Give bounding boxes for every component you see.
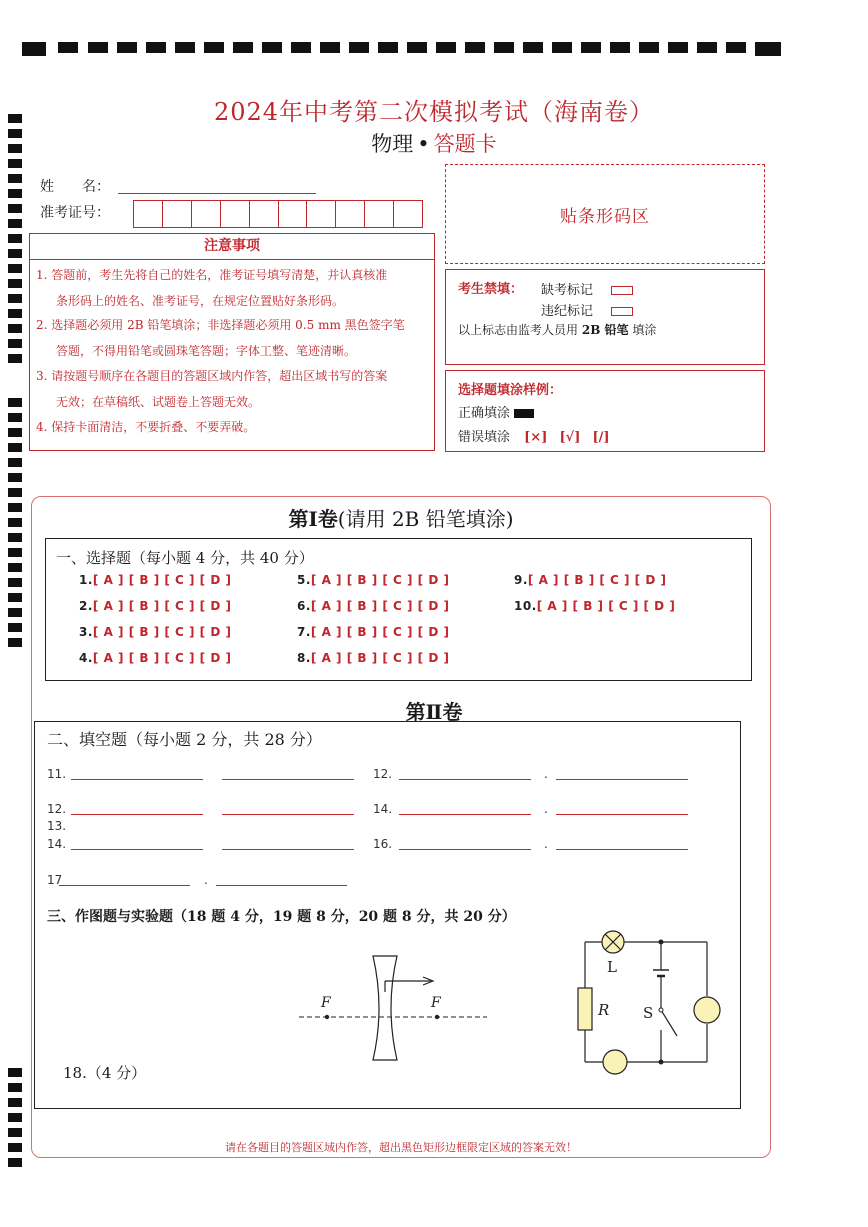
- absent-mark-label: 缺考标记: [541, 283, 594, 298]
- question-number: 1.: [79, 573, 93, 587]
- id-digit-box[interactable]: [163, 201, 192, 227]
- id-digit-box[interactable]: [394, 201, 422, 227]
- focus-point-left: [325, 1015, 329, 1019]
- meter-right: [694, 997, 720, 1023]
- notice-text: 保持卡面清洁，不要折叠、不要弄破。: [51, 420, 256, 434]
- answer-line[interactable]: [71, 849, 203, 850]
- question-number: 16.: [373, 837, 393, 851]
- resistor-label: R: [598, 1001, 610, 1019]
- answer-line[interactable]: [71, 779, 203, 780]
- answer-line[interactable]: [222, 849, 354, 850]
- answer-line[interactable]: [556, 814, 688, 815]
- filled-mark-sample: [514, 409, 534, 418]
- id-label: 准考证号：: [40, 205, 110, 221]
- answer-line[interactable]: [59, 885, 190, 886]
- meter-bottom: [603, 1050, 627, 1074]
- violation-mark-label: 违纪标记: [541, 304, 594, 319]
- answer-line[interactable]: [399, 849, 531, 850]
- question-number: 2.: [79, 599, 93, 613]
- question-number: 13.: [47, 819, 67, 833]
- id-digit-box[interactable]: [279, 201, 308, 227]
- id-digit-box[interactable]: [134, 201, 163, 227]
- section1-title-bold: 第Ⅰ卷: [288, 507, 338, 531]
- answer-options[interactable]: [ A ] [ B ] [ C ] [ D ]: [310, 599, 450, 613]
- absent-mark-box[interactable]: [611, 286, 633, 295]
- wrong-fill-label: 错误填涂: [458, 430, 511, 445]
- lamp-L: [602, 931, 624, 953]
- mc-question-1[interactable]: [79, 573, 231, 587]
- notice-item: [36, 262, 430, 314]
- question-number: 10.: [514, 599, 537, 613]
- answer-line[interactable]: [222, 779, 354, 780]
- name-field[interactable]: [118, 193, 316, 194]
- focus-point-right: [435, 1015, 439, 1019]
- separator-dot: •: [417, 132, 430, 156]
- barcode-label: 贴条形码区: [560, 206, 650, 227]
- answer-line[interactable]: [216, 885, 347, 886]
- notice-text: 答题前，考生先将自己的姓名，准考证号填写清楚，并认真核准: [51, 268, 388, 282]
- separator: .: [544, 767, 548, 781]
- id-digit-box[interactable]: [192, 201, 221, 227]
- notice-item: [36, 363, 430, 415]
- answer-options[interactable]: [ A ] [ B ] [ C ] [ D ]: [92, 599, 232, 613]
- wrong-mark-sample: [×]: [524, 430, 548, 445]
- section1-title-rest: (请用 2B 铅笔填涂): [337, 507, 514, 531]
- focus-label-right: F: [431, 995, 441, 1011]
- forbid-note-bold: 2B 铅笔: [581, 323, 629, 337]
- subject-name: 物理: [371, 132, 414, 156]
- mc-question-2[interactable]: [79, 599, 231, 613]
- id-digit-box[interactable]: [250, 201, 279, 227]
- question-number: 8.: [297, 651, 311, 665]
- notice-text: 条形码上的姓名、准考证号，在规定位置贴好条形码。: [56, 294, 345, 308]
- question-18-label: 18.（4 分）: [63, 1064, 147, 1082]
- mc-question-9[interactable]: [514, 573, 666, 587]
- mc-question-5[interactable]: [297, 573, 449, 587]
- card-label: 答题卡: [433, 132, 497, 156]
- id-digit-box[interactable]: [365, 201, 394, 227]
- answer-line[interactable]: [399, 779, 531, 780]
- footer-warning: 请在各题目的答题区域内作答，超出黑色矩形边框限定区域的答案无效！: [225, 1141, 577, 1154]
- absent-mark-row: [541, 279, 633, 298]
- exam-title: 2024年中考第二次模拟考试（海南卷）: [213, 98, 655, 126]
- drawing-section-heading: 三、作图题与实验题（18 题 4 分，19 题 8 分，20 题 8 分，共 20 分）: [47, 909, 516, 925]
- exam-subtitle: [0, 128, 868, 158]
- fill-sample-box: [445, 370, 765, 452]
- correct-fill-row: [458, 402, 534, 421]
- circuit-diagram[interactable]: [573, 926, 733, 1076]
- notice-num: 3.: [36, 369, 48, 383]
- switch-label: S: [643, 1004, 654, 1022]
- violation-mark-box[interactable]: [611, 307, 633, 316]
- answer-options[interactable]: [ A ] [ B ] [ C ] [ D ]: [310, 625, 450, 639]
- mc-heading: 一、选择题（每小题 4 分，共 40 分）: [56, 549, 314, 567]
- answer-line[interactable]: [556, 779, 688, 780]
- wrong-mark-sample: [/]: [592, 430, 610, 445]
- answer-options[interactable]: [ A ] [ B ] [ C ] [ D ]: [527, 573, 667, 587]
- correct-fill-label: 正确填涂: [458, 406, 511, 421]
- notice-text: 答题，不得用铅笔或圆珠笔答题；字体工整、笔迹清晰。: [56, 344, 357, 358]
- notice-box: [29, 233, 435, 451]
- question-number: 9.: [514, 573, 528, 587]
- barcode-area: [445, 164, 765, 264]
- separator: .: [204, 873, 208, 887]
- forbid-note-text: 以上标志由监考人员用: [458, 323, 579, 337]
- question-number: 12.: [373, 767, 393, 781]
- mc-question-4[interactable]: [79, 651, 231, 665]
- question-number: 7.: [297, 625, 311, 639]
- notice-num: 1.: [36, 268, 48, 282]
- question-number: 17: [47, 873, 63, 887]
- forbid-note-text: 填涂: [632, 323, 657, 337]
- notice-num: 2.: [36, 318, 48, 332]
- question-number: 4.: [79, 651, 93, 665]
- answer-options[interactable]: [ A ] [ B ] [ C ] [ D ]: [92, 625, 232, 639]
- wrong-fill-row: [458, 426, 610, 445]
- lamp-label: L: [607, 958, 617, 976]
- answer-line[interactable]: [222, 814, 354, 815]
- id-digit-box[interactable]: [307, 201, 336, 227]
- separator: .: [544, 802, 548, 816]
- answer-line[interactable]: [556, 849, 688, 850]
- question-number: 14.: [47, 837, 67, 851]
- question-number: 11.: [47, 767, 67, 781]
- question-number: 3.: [79, 625, 93, 639]
- section1-title: [0, 503, 802, 532]
- notice-item: [36, 414, 430, 440]
- answer-line[interactable]: [399, 814, 531, 815]
- question-number: 5.: [297, 573, 311, 587]
- id-digit-box[interactable]: [336, 201, 365, 227]
- question-number: 12.: [47, 802, 67, 816]
- concave-lens: [373, 956, 397, 1060]
- notice-item: [36, 312, 430, 364]
- answer-options[interactable]: [ A ] [ B ] [ C ] [ D ]: [310, 651, 450, 665]
- section2-title: 第Ⅱ卷: [405, 700, 463, 724]
- mc-question-8[interactable]: [297, 651, 449, 665]
- notice-text: 请按题号顺序在各题目的答题区域内作答，超出区域书写的答案: [51, 369, 388, 383]
- resistor-R: [578, 988, 592, 1030]
- answer-options[interactable]: [ A ] [ B ] [ C ] [ D ]: [536, 599, 676, 613]
- answer-options[interactable]: [ A ] [ B ] [ C ] [ D ]: [92, 573, 232, 587]
- answer-options[interactable]: [ A ] [ B ] [ C ] [ D ]: [92, 651, 232, 665]
- fill-in-box: [34, 721, 741, 1109]
- id-number-boxes[interactable]: [133, 200, 423, 228]
- mc-question-3[interactable]: [79, 625, 231, 639]
- question-number: 14.: [373, 802, 393, 816]
- fill-heading: 二、填空题（每小题 2 分，共 28 分）: [47, 730, 322, 749]
- notice-title: 注意事项: [30, 234, 434, 260]
- answer-options[interactable]: [ A ] [ B ] [ C ] [ D ]: [310, 573, 450, 587]
- name-label: 姓 名：: [40, 179, 110, 195]
- sample-title: 选择题填涂样例：: [458, 383, 563, 398]
- mc-question-6[interactable]: [297, 599, 449, 613]
- separator: .: [544, 837, 548, 851]
- forbid-label: 考生禁填：: [458, 282, 524, 297]
- notice-text: 选择题必须用 2B 铅笔填涂；非选择题必须用 0.5 mm 黑色签字笔: [51, 318, 405, 332]
- focus-label-left: F: [321, 995, 331, 1011]
- forbid-note: [458, 321, 656, 338]
- notice-text: 无效；在草稿纸、试题卷上答题无效。: [56, 395, 261, 409]
- answer-line[interactable]: [71, 814, 203, 815]
- mc-question-7[interactable]: [297, 625, 449, 639]
- multiple-choice-box: [45, 538, 752, 681]
- concave-lens-diagram[interactable]: [297, 952, 492, 1062]
- question-number: 6.: [297, 599, 311, 613]
- notice-num: 4.: [36, 420, 48, 434]
- violation-mark-row: [541, 300, 633, 319]
- id-digit-box[interactable]: [221, 201, 250, 227]
- examiner-only-box: [445, 269, 765, 365]
- wrong-mark-sample: [√]: [559, 430, 581, 445]
- mc-question-10[interactable]: [514, 599, 675, 613]
